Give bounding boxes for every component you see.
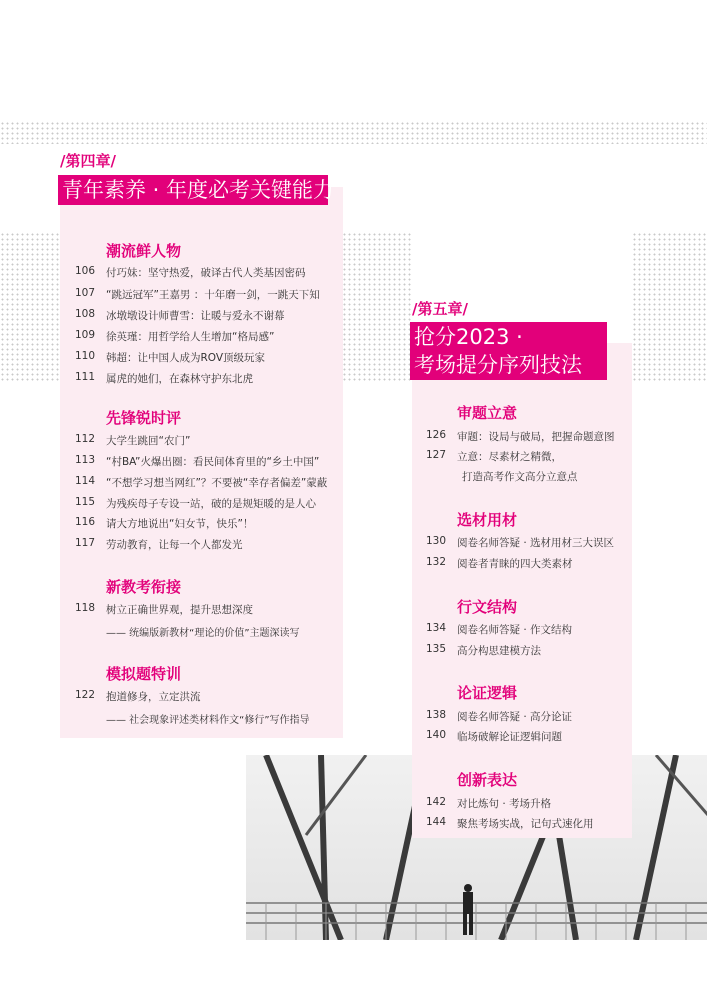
page-number: 109 [75,329,96,341]
entry-title: 审题：设局与破局，把握命题意图 [457,431,615,443]
dot-band-middle [342,232,412,382]
entry-title: 临场破解论证逻辑问题 [457,731,562,743]
entry-title: 树立正确世界观，提升思想深度 [106,604,253,616]
entry-title: 阅卷名师答疑 · 高分论证 [457,711,573,723]
dot-band-top [0,121,707,144]
chapter5-panel [412,343,632,838]
section-title-xingwen: 行文结构 [457,598,518,616]
page-number: 138 [426,709,447,721]
entry-title: 韩超：让中国人成为ROV顶级玩家 [106,352,266,364]
section-title-xinjiaokao: 新教考衔接 [106,578,182,596]
page-number: 140 [426,729,447,741]
chapter4-label: /第四章/ [60,152,116,170]
page-number: 135 [426,643,447,655]
section-title-moni: 模拟题特训 [106,665,182,683]
page-number: 110 [75,350,96,362]
page-number: 106 [75,265,96,277]
page-number: 108 [75,308,96,320]
page-number: 118 [75,602,96,614]
section-title-chuangxin: 创新表达 [457,771,518,789]
entry-title: 为残疾母子专设一站，破的是规矩暖的是人心 [106,498,316,510]
page-number: 132 [426,556,447,568]
dot-band-left [0,232,60,382]
page-number: 114 [75,475,96,487]
chapter5-title-line2: 考场提分序列技法 [410,350,607,380]
page-number: 144 [426,816,447,828]
entry-title: 对比炼句 · 考场升格 [457,798,552,810]
entry-subtitle: —— 社会现象评述类材料作文“修行”写作指导 [106,715,310,726]
page-number: 117 [75,537,96,549]
page-number: 116 [75,516,96,528]
entry-title: 阅卷名师答疑 · 选材用材三大误区 [457,537,615,549]
entry-title: “不想学习想当网红”？不要被“幸存者偏差”蒙蔽 [106,477,328,489]
page-number: 127 [426,449,447,461]
entry-continuation: 打造高考作文高分立意点 [462,471,578,483]
entry-title: 高分构思建模方法 [457,645,541,657]
entry-title: 抱道修身，立定洪流 [106,691,201,703]
page-number: 122 [75,689,96,701]
section-title-lunzheng: 论证逻辑 [457,684,518,702]
page-number: 126 [426,429,447,441]
chapter5-label: /第五章/ [412,300,468,318]
page-number: 142 [426,796,447,808]
page-number: 113 [75,454,96,466]
page-number: 134 [426,622,447,634]
page-number: 107 [75,287,96,299]
entry-title: 徐英瑾：用哲学给人生增加“格局感” [106,331,275,343]
entry-title: “跳远冠军”王嘉男 ：十年磨一剑，一跳天下知 [106,289,320,301]
chapter5-title-line1: 抢分2023 · [410,322,607,352]
page-number: 111 [75,371,96,383]
dot-band-right [632,232,707,382]
entry-title: 请大方地说出“妇女节，快乐”！ [106,518,254,530]
entry-title: 劳动教育，让每一个人都发光 [106,539,243,551]
section-title-chaoliu: 潮流鲜人物 [106,242,182,260]
entry-title: 立意：尽素材之精微， [457,451,562,463]
entry-title: 阅卷名师答疑 · 作文结构 [457,624,573,636]
section-title-xianfeng: 先锋锐时评 [106,409,182,427]
entry-title: 付巧妹：坚守热爱，破译古代人类基因密码 [106,267,306,279]
section-title-shenti: 审题立意 [457,404,518,422]
entry-title: 阅卷者青睐的四大类素材 [457,558,573,570]
page-number: 115 [75,496,96,508]
chapter4-title: 青年素养 · 年度必考关键能力 [58,175,328,205]
page-number: 112 [75,433,96,445]
section-title-xuancai: 选材用材 [457,511,518,529]
entry-title: 冰墩墩设计师曹雪：让暖与爱永不谢幕 [106,310,285,322]
entry-title: “村BA”火爆出圈：看民间体育里的“乡土中国” [106,456,320,468]
entry-subtitle: —— 统编版新教材“理论的价值”主题深读写 [106,628,300,639]
entry-title: 大学生跳回“农门” [106,435,191,447]
entry-title: 聚焦考场实战，记句式速化用 [457,818,594,830]
page-number: 130 [426,535,447,547]
entry-title: 属虎的她们，在森林守护东北虎 [106,373,253,385]
